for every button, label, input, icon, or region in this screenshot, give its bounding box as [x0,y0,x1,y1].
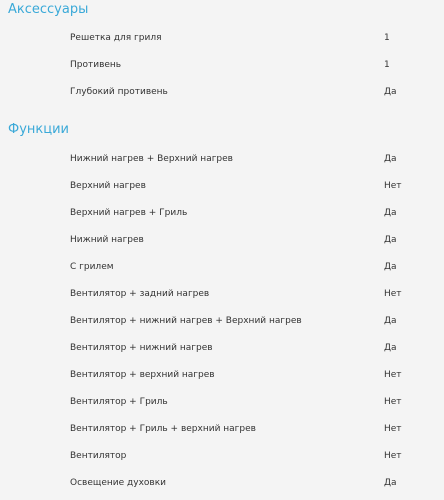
spec-value: 1 [384,60,390,70]
spec-label: Нижний нагрев + Верхний нагрев [70,154,233,164]
spec-label: Вентилятор + Гриль [70,397,168,407]
spec-value: Да [384,208,397,218]
spec-row [0,84,444,100]
spec-row [0,205,444,221]
spec-row [0,57,444,73]
spec-row [0,232,444,248]
spec-value: Нет [384,370,402,380]
spec-value: Нет [384,397,402,407]
spec-value: Да [384,343,397,353]
spec-value: Да [384,235,397,245]
spec-label: Вентилятор + нижний нагрев [70,343,213,353]
spec-value: Нет [384,181,402,191]
spec-row [0,178,444,194]
spec-label: Вентилятор [70,451,127,461]
spec-label: Вентилятор + нижний нагрев + Верхний нагрев [70,316,302,326]
spec-value: Да [384,87,397,97]
spec-label: Решетка для гриля [70,33,162,43]
spec-row [0,475,444,491]
spec-label: Нижний нагрев [70,235,144,245]
section-title-accessories: Аксессуары [8,2,89,17]
spec-label: Верхний нагрев [70,181,146,191]
spec-row [0,394,444,410]
spec-label: С грилем [70,262,114,272]
section-title-functions: Функции [8,122,69,137]
spec-row [0,151,444,167]
spec-label: Противень [70,60,122,70]
spec-value: Да [384,262,397,272]
spec-row [0,286,444,302]
spec-row [0,421,444,437]
spec-label: Вентилятор + Гриль + верхний нагрев [70,424,256,434]
spec-value: Нет [384,424,402,434]
spec-row [0,367,444,383]
spec-label: Глубокий противень [70,87,168,97]
spec-value: 1 [384,33,390,43]
spec-row [0,313,444,329]
spec-row [0,259,444,275]
spec-value: Нет [384,289,402,299]
spec-row [0,30,444,46]
spec-label: Освещение духовки [70,478,166,488]
spec-value: Да [384,154,397,164]
spec-row [0,340,444,356]
spec-label: Вентилятор + задний нагрев [70,289,210,299]
spec-label: Вентилятор + верхний нагрев [70,370,215,380]
spec-row [0,448,444,464]
spec-value: Нет [384,451,402,461]
spec-value: Да [384,478,397,488]
spec-label: Верхний нагрев + Гриль [70,208,188,218]
spec-value: Да [384,316,397,326]
